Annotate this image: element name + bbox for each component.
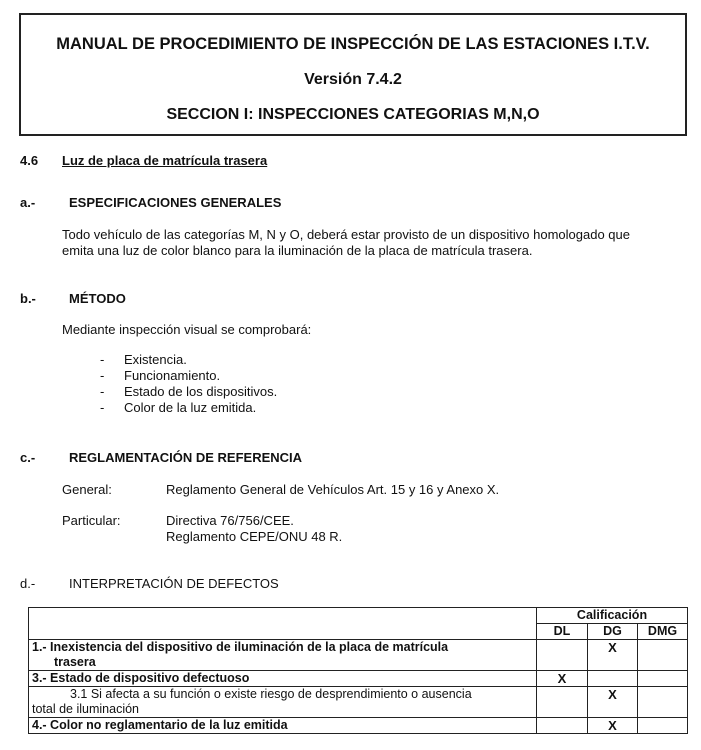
dg-cell: X (588, 687, 638, 718)
calificacion-header: Calificación (537, 608, 688, 624)
general-value: Reglamento General de Vehículos Art. 15 y 16 y Anexo X. (166, 482, 500, 497)
item-title: Luz de placa de matrícula trasera (62, 153, 268, 168)
general-label: General: (62, 482, 112, 497)
dmg-cell (638, 671, 688, 687)
list-item-text: Existencia. (124, 352, 187, 367)
dl-header: DL (537, 624, 588, 640)
section-a-letter: a.- (20, 195, 36, 210)
list-item (100, 400, 277, 416)
defect-description (29, 640, 537, 671)
bullet-dash: - (100, 384, 105, 399)
particular-value-1: Directiva 76/756/CEE. (166, 513, 294, 528)
table-row (29, 640, 688, 671)
defects-table (28, 607, 688, 734)
section-b-intro: Mediante inspección visual se comprobará: (62, 322, 312, 337)
defect-line: 4.- Color no reglamentario de la luz emitida (32, 718, 288, 732)
list-item (100, 352, 277, 368)
section-b-heading: MÉTODO (69, 291, 126, 306)
dg-cell (588, 671, 638, 687)
table-row (29, 687, 688, 718)
table-header-row (29, 608, 688, 624)
manual-title: MANUAL DE PROCEDIMIENTO DE INSPECCIÓN DE LAS ESTACIONES I.T.V. (56, 35, 650, 53)
dl-cell: X (537, 671, 588, 687)
defect-description (29, 718, 537, 734)
particular-value-2: Reglamento CEPE/ONU 48 R. (166, 529, 343, 544)
list-item-text: Color de la luz emitida. (124, 400, 257, 415)
defect-line: 3.- Estado de dispositivo defectuoso (32, 671, 250, 685)
method-list (100, 352, 277, 416)
dg-header: DG (588, 624, 638, 640)
version-label: Versión 7.4.2 (304, 71, 402, 88)
table-row (29, 671, 688, 687)
list-item-text: Estado de los dispositivos. (124, 384, 278, 399)
table-header-blank (29, 608, 537, 640)
section-a-line2: emita una luz de color blanco para la iluminación de la placa de matrícula trasera. (62, 243, 533, 258)
dg-cell: X (588, 640, 638, 671)
defect-line: trasera (54, 655, 96, 669)
bullet-dash: - (100, 400, 105, 415)
dmg-cell (638, 718, 688, 734)
list-item (100, 368, 277, 384)
dmg-header: DMG (638, 624, 688, 640)
defect-line: 3.1 Si afecta a su función o existe riesgo de desprendimiento o ausencia (70, 687, 472, 701)
section-a-line1: Todo vehículo de las categorías M, N y O, deberá estar provisto de un dispositivo homologado que (62, 227, 630, 242)
section-c-heading: REGLAMENTACIÓN DE REFERENCIA (69, 450, 303, 465)
section-b-letter: b.- (20, 291, 36, 306)
document-header (19, 13, 687, 136)
item-number: 4.6 (20, 153, 39, 168)
defect-line: total de iluminación (32, 702, 140, 716)
section-a-heading: ESPECIFICACIONES GENERALES (69, 195, 282, 210)
dg-cell: X (588, 718, 638, 734)
particular-label: Particular: (62, 513, 121, 528)
defect-line: 1.- Inexistencia del dispositivo de iluminación de la placa de matrícula (32, 640, 449, 654)
section-c-letter: c.- (20, 450, 36, 465)
section-d-letter: d.- (20, 576, 36, 591)
dmg-cell (638, 687, 688, 718)
section-title: SECCION I: INSPECCIONES CATEGORIAS M,N,O (166, 106, 540, 123)
dl-cell (537, 687, 588, 718)
bullet-dash: - (100, 368, 105, 383)
dl-cell (537, 718, 588, 734)
defect-description (29, 687, 537, 718)
defect-description (29, 671, 537, 687)
table-row (29, 718, 688, 734)
bullet-dash: - (100, 352, 105, 367)
list-item (100, 384, 277, 400)
list-item-text: Funcionamiento. (124, 368, 221, 383)
dl-cell (537, 640, 588, 671)
dmg-cell (638, 640, 688, 671)
section-d-heading: INTERPRETACIÓN DE DEFECTOS (69, 576, 279, 591)
